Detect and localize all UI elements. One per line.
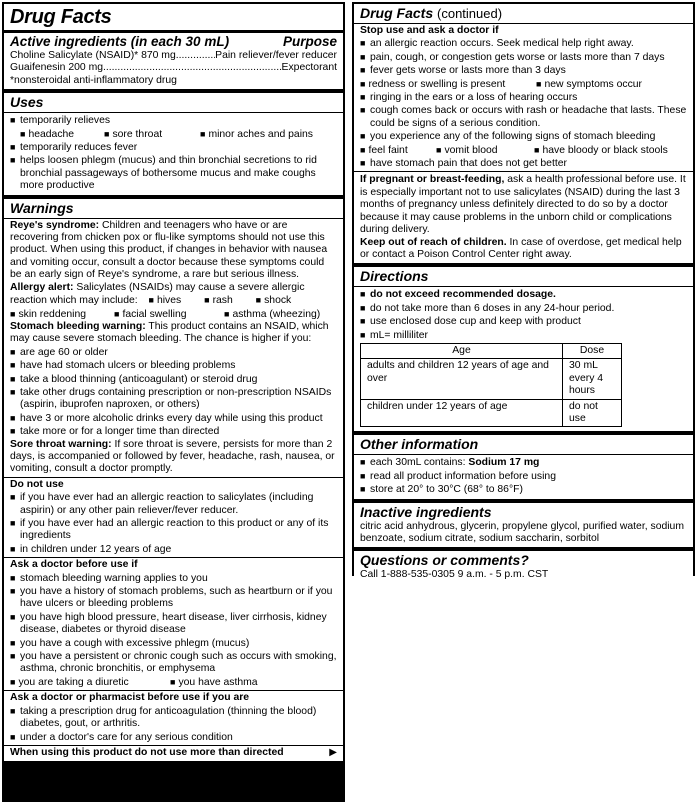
table-cell: 30 mL every 4 hours <box>563 359 622 399</box>
stop-triple <box>360 144 687 157</box>
stop-use-heading: Stop use and ask a doctor if <box>360 25 499 36</box>
ingredient-name: Guaifenesin 200 mg <box>10 62 103 74</box>
ingredient-name: Choline Salicylate (NSAID)* 870 mg <box>10 50 176 61</box>
ask-last-row <box>10 676 337 689</box>
keep-out-of-reach <box>360 237 687 262</box>
reye-warning <box>10 220 337 282</box>
table-cell: adults and children 12 years of age and over <box>361 359 563 399</box>
allergy-items <box>10 308 337 321</box>
list-item: ■ fever gets worse or lasts more than 3 days <box>360 64 687 77</box>
divider <box>4 477 343 478</box>
ingredient-row <box>10 62 337 74</box>
divider <box>4 557 343 558</box>
table-header: Age <box>361 343 563 358</box>
pregnant-text: ask a health professional before use. It is especially important not to use salicylates (NSAID) during the last 3 months of pregnancy unless definitely directed to do so by a doctor because it may cause problems in the unborn child or complications during delivery. <box>360 174 686 236</box>
directions-section <box>354 267 693 431</box>
table-row <box>361 399 622 427</box>
divider <box>4 690 343 691</box>
list-item: ■ vomit blood <box>436 144 534 157</box>
uses-heading: Uses <box>10 94 44 111</box>
list-item: ■ sore throat <box>104 128 200 141</box>
list-item: ■ cough comes back or occurs with rash or headache that lasts. These could be signs of a serious condition. <box>360 104 687 130</box>
divider <box>4 30 343 33</box>
ask-pharmacist-heading: Ask a doctor or pharmacist before use if you are <box>10 692 250 704</box>
continued-section <box>354 4 693 263</box>
list-item: ■ have 3 or more alcoholic drinks every day while using this product <box>10 412 337 425</box>
list-item: ■ helps loosen phlegm (mucus) and thin bronchial secretions to rid bronchial passageways of bothersome mucus and make coughs more productive <box>10 154 337 192</box>
sodium-label: each 30mL contains: <box>370 457 466 469</box>
warnings-heading: Warnings <box>10 199 74 216</box>
continued-arrow-icon <box>329 747 337 759</box>
inactive-text: citric acid anhydrous, glycerin, propylene glycol, purified water, sodium benzoate, sodium citrate, sodium saccharin, sorbitol <box>360 520 684 544</box>
sore-label: Sore throat warning: <box>10 438 112 450</box>
list-item: ■ facial swelling <box>114 308 224 321</box>
list-item: ■ have bloody or black stools <box>534 144 668 157</box>
divider <box>354 286 693 287</box>
list-item: ■ take other drugs containing prescription or non-prescription NSAIDs (aspirin, ibuprofen naproxen, or others) <box>10 386 337 412</box>
stomach-text: This product contains an NSAID, which may cause severe stomach bleeding. The chance is higher if you: <box>10 320 329 345</box>
right-column <box>352 2 695 581</box>
list-item: ■ do not exceed recommended dosage. <box>360 288 687 301</box>
table-cell: children under 12 years of age <box>361 399 563 427</box>
list-item: ■ an allergic reaction occurs. Seek medical help right away. <box>360 37 687 50</box>
list-item: ■ asthma (wheezing) <box>224 308 320 321</box>
list-item: ■ in children under 12 years of age <box>10 543 337 556</box>
uses-section <box>4 93 343 194</box>
other-info-heading: Other information <box>360 436 479 453</box>
list-item: ■ pain, cough, or congestion gets worse or lasts more than 7 days <box>360 51 687 64</box>
table-row <box>361 359 622 399</box>
warnings-section <box>4 199 343 762</box>
list-item: ■ new symptoms occur <box>536 78 642 91</box>
leader-dots <box>103 62 282 74</box>
list-item: ■ shock <box>256 295 292 306</box>
when-using-heading: When using this product do not use more than directed <box>10 746 284 758</box>
table-header: Dose <box>563 343 622 358</box>
divider <box>4 745 343 746</box>
list-item: ■ have had stomach ulcers or bleeding problems <box>10 359 337 372</box>
stomach-warning <box>10 321 337 346</box>
title-cont: Drug Facts <box>360 5 434 21</box>
nsaid-footnote: *nonsteroidal anti-inflammatory drug <box>10 74 177 86</box>
questions-text: Call 1-888-535-0305 9 a.m. - 5 p.m. CST <box>360 569 549 581</box>
ingredient-row <box>10 50 337 62</box>
active-ingredients-heading: Active ingredients (in each 30 mL) <box>10 34 230 49</box>
list-item: ■ take more or for a longer time than directed <box>10 425 337 438</box>
left-column <box>2 2 345 802</box>
list-item: ■ are age 60 or older <box>10 346 337 359</box>
when-using-row <box>10 747 337 759</box>
list-item: ■ you have high blood pressure, heart disease, liver cirrhosis, kidney disease, diabetes or thyroid disease <box>10 611 337 637</box>
sore-text: If sore throat is severe, persists for more than 2 days, is accompanied or followed by fever, headache, rash, nausea, or vomiting, consult a doctor promptly. <box>10 438 335 475</box>
continued-label: (continued) <box>437 6 503 21</box>
list-item: ■ you have asthma <box>170 676 258 689</box>
list-item: ■ temporarily relieves <box>10 114 337 127</box>
divider <box>4 218 343 219</box>
divider <box>354 23 693 24</box>
list-item: ■ temporarily reduces fever <box>10 141 337 154</box>
other-information-section <box>354 435 693 498</box>
allergy-label: Allergy alert: <box>10 281 74 293</box>
list-item: ■ you are taking a diuretic <box>10 676 170 689</box>
sore-throat-warning <box>10 439 337 476</box>
ingredient-purpose: Pain reliever/fever reducer <box>215 50 337 61</box>
list-item: ■ if you have ever had an allergic reaction to salicylates (including aspirin) or any other pain reliever/fever reducer. <box>10 491 337 517</box>
list-item: ■ have stomach pain that does not get better <box>360 157 687 170</box>
keep-text: In case of overdose, get medical help or contact a Poison Control Center right away. <box>360 236 682 260</box>
list-item: ■ take a blood thinning (anticoagulant) or steroid drug <box>10 373 337 386</box>
leader-dots <box>176 50 215 62</box>
list-item: ■ taking a prescription drug for anticoagulation (thinning the blood) diabetes, gout, or arthritis. <box>10 705 337 731</box>
questions-section <box>354 551 693 583</box>
list-item: ■ under a doctor's care for any serious condition <box>10 731 337 744</box>
allergy-text: Salicylates (NSAIDs) may cause a severe allergic reaction which may include: <box>10 281 305 307</box>
divider <box>354 171 693 172</box>
divider <box>354 454 693 455</box>
stomach-label: Stomach bleeding warning: <box>10 320 146 332</box>
ingredient-purpose: Expectorant <box>281 62 337 74</box>
list-item: ■ do not take more than 6 doses in any 24-hour period. <box>360 302 687 315</box>
list-item: ■ rash <box>204 295 233 306</box>
list-item: ■ use enclosed dose cup and keep with product <box>360 315 687 328</box>
drug-facts-header <box>4 4 343 89</box>
list-item: ■ read all product information before using <box>360 470 687 483</box>
purpose-heading: Purpose <box>282 34 337 49</box>
do-not-use-heading: Do not use <box>10 478 64 490</box>
list-item <box>360 456 687 469</box>
dosage-table <box>360 343 622 427</box>
questions-heading: Questions or comments? <box>360 552 529 569</box>
directions-heading: Directions <box>360 268 429 285</box>
ask-doctor-heading: Ask a doctor before use if <box>10 559 138 571</box>
list-item: ■ feel faint <box>360 144 436 157</box>
list-item: ■ if you have ever had an allergic reaction to this product or any of its ingredients <box>10 517 337 543</box>
reye-text: Children and teenagers who have or are recovering from chicken pox or flu-like symptoms should not use this product. When using this product, if changes in behavior with nausea and vomiting occur, consult a doctor because these symptoms could be an early sign of Reye's syndrome, a rare but serious illness. <box>10 219 328 281</box>
stop-pair <box>360 78 687 91</box>
list-item: ■ stomach bleeding warning applies to you <box>10 572 337 585</box>
list-item: ■ mL= milliliter <box>360 329 687 342</box>
keep-label: Keep out of reach of children. <box>360 236 507 248</box>
inactive-ingredients-section <box>354 503 693 548</box>
list-item: ■ ringing in the ears or a loss of hearing occurs <box>360 91 687 104</box>
reye-label: Reye's syndrome: <box>10 219 100 231</box>
divider <box>4 112 343 113</box>
uses-subitems <box>10 128 337 141</box>
list-item: ■ hives <box>149 295 182 306</box>
page-title: Drug Facts <box>10 6 112 28</box>
list-item: ■ store at 20° to 30°C (68° to 86°F) <box>360 483 687 496</box>
list-item: ■ you experience any of the following signs of stomach bleeding <box>360 130 687 143</box>
active-ingredients-header <box>10 34 337 50</box>
allergy-alert <box>10 282 337 308</box>
list-item: ■ skin reddening <box>10 308 114 321</box>
inactive-heading: Inactive ingredients <box>360 503 492 520</box>
list-item: ■ you have a cough with excessive phlegm (mucus) <box>10 637 337 650</box>
sodium-value: Sodium 17 mg <box>468 457 540 469</box>
continued-title <box>360 5 687 22</box>
pregnancy-warning <box>360 173 687 236</box>
list-item: ■ you have a history of stomach problems, such as heartburn or if you have ulcers or bleeding problems <box>10 585 337 611</box>
list-item: ■ headache <box>20 128 104 141</box>
pregnant-label: If pregnant or breast-feeding, <box>360 174 505 186</box>
list-item: ■ redness or swelling is present <box>360 78 536 91</box>
table-header-row <box>361 343 622 358</box>
list-item: ■ minor aches and pains <box>200 128 313 141</box>
list-item: ■ you have a persistent or chronic cough such as occurs with smoking, asthma, chronic bronchitis, or emphysema <box>10 650 337 676</box>
table-cell: do not use <box>563 399 622 427</box>
